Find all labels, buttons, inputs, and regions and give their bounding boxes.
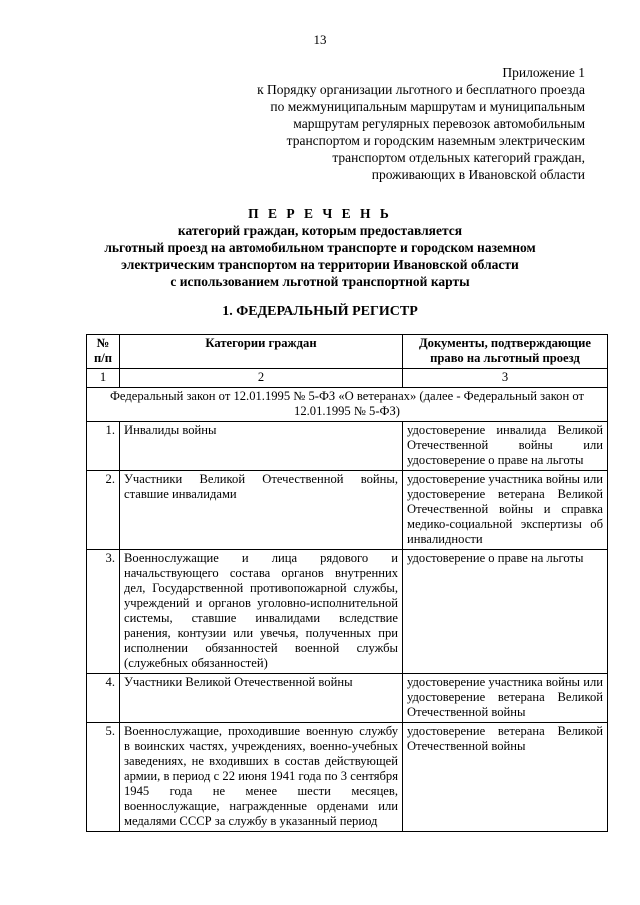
row-documents: удостоверение о праве на льготы bbox=[403, 550, 608, 674]
row-documents: удостоверение участника войны или удостоверение ветерана Великой Отечественной войны bbox=[403, 674, 608, 723]
section-title: 1. ФЕДЕРАЛЬНЫЙ РЕГИСТР bbox=[222, 304, 418, 319]
law-heading-row bbox=[87, 388, 608, 422]
table-row bbox=[87, 550, 608, 674]
header-documents: Документы, подтверждающие право на льготный проезд bbox=[403, 335, 608, 369]
header-category: Категории граждан bbox=[120, 335, 403, 369]
table-row bbox=[87, 674, 608, 723]
row-documents: удостоверение ветерана Великой Отечественной войны bbox=[403, 723, 608, 832]
row-category: Военнослужащие, проходившие военную службу в воинских частях, учреждениях, военно-учебных заведениях, не входивших в состав действующей армии, в период с 22 июня 1941 года по 3 сентября 1945 года не менее шести месяцев, военнослужащие, награжденные орденами или медалями СССР за службу в указанный период bbox=[120, 723, 403, 832]
row-num: 5. bbox=[87, 723, 120, 832]
page-number: 13 bbox=[313, 32, 327, 47]
appendix-line: проживающих в Ивановской области bbox=[371, 167, 585, 182]
appendix-line: по межмуниципальным маршрутам и муниципальным bbox=[270, 99, 585, 114]
row-documents: удостоверение участника войны или удостоверение ветерана Великой Отечественной войны и справка медико-социальной экспертизы об инвалидности bbox=[403, 471, 608, 550]
table-row bbox=[87, 422, 608, 471]
column-number: 3 bbox=[403, 369, 608, 388]
appendix-block bbox=[165, 64, 585, 183]
row-num: 1. bbox=[87, 422, 120, 471]
row-category: Военнослужащие и лица рядового и начальствующего состава органов внутренних дел, Государственной противопожарной службы, учреждений и органов уголовно-исполнительной системы, ставшие инвалидами вследствие ранения, контузии или увечья, полученных при исполнении обязанностей военной службы (служебных обязанностей) bbox=[120, 550, 403, 674]
row-category: Участники Великой Отечественной войны bbox=[120, 674, 403, 723]
column-numbers-row bbox=[87, 369, 608, 388]
row-num: 2. bbox=[87, 471, 120, 550]
table-header-row bbox=[87, 335, 608, 369]
title-line: льготный проезд на автомобильном транспорте и городском наземном bbox=[104, 240, 536, 255]
title-line: категорий граждан, которым предоставляется bbox=[177, 223, 463, 238]
row-num: 3. bbox=[87, 550, 120, 674]
document-title bbox=[0, 205, 640, 290]
appendix-line: транспортом и городским наземным электрическим bbox=[286, 133, 585, 148]
title-line: с использованием льготной транспортной карты bbox=[170, 274, 470, 289]
table-row bbox=[87, 723, 608, 832]
row-documents: удостоверение инвалида Великой Отечественной войны или удостоверение о праве на льготы bbox=[403, 422, 608, 471]
title-heading: П Е Р Е Ч Е Н Ь bbox=[248, 206, 392, 221]
appendix-line: Приложение 1 bbox=[502, 65, 585, 80]
row-num: 4. bbox=[87, 674, 120, 723]
register-table bbox=[86, 334, 608, 832]
appendix-line: транспортом отдельных категорий граждан, bbox=[332, 150, 585, 165]
column-number: 1 bbox=[87, 369, 120, 388]
appendix-line: маршрутам регулярных перевозок автомобильным bbox=[293, 116, 585, 131]
column-number: 2 bbox=[120, 369, 403, 388]
header-num: № п/п bbox=[87, 335, 120, 369]
row-category: Участники Великой Отечественной войны, ставшие инвалидами bbox=[120, 471, 403, 550]
row-category: Инвалиды войны bbox=[120, 422, 403, 471]
title-line: электрическим транспортом на территории Ивановской области bbox=[121, 257, 519, 272]
law-heading: Федеральный закон от 12.01.1995 № 5-ФЗ «О ветеранах» (далее - Федеральный закон от 12.01.1995 № 5-ФЗ) bbox=[87, 388, 608, 422]
appendix-line: к Порядку организации льготного и бесплатного проезда bbox=[257, 82, 585, 97]
table-row bbox=[87, 471, 608, 550]
